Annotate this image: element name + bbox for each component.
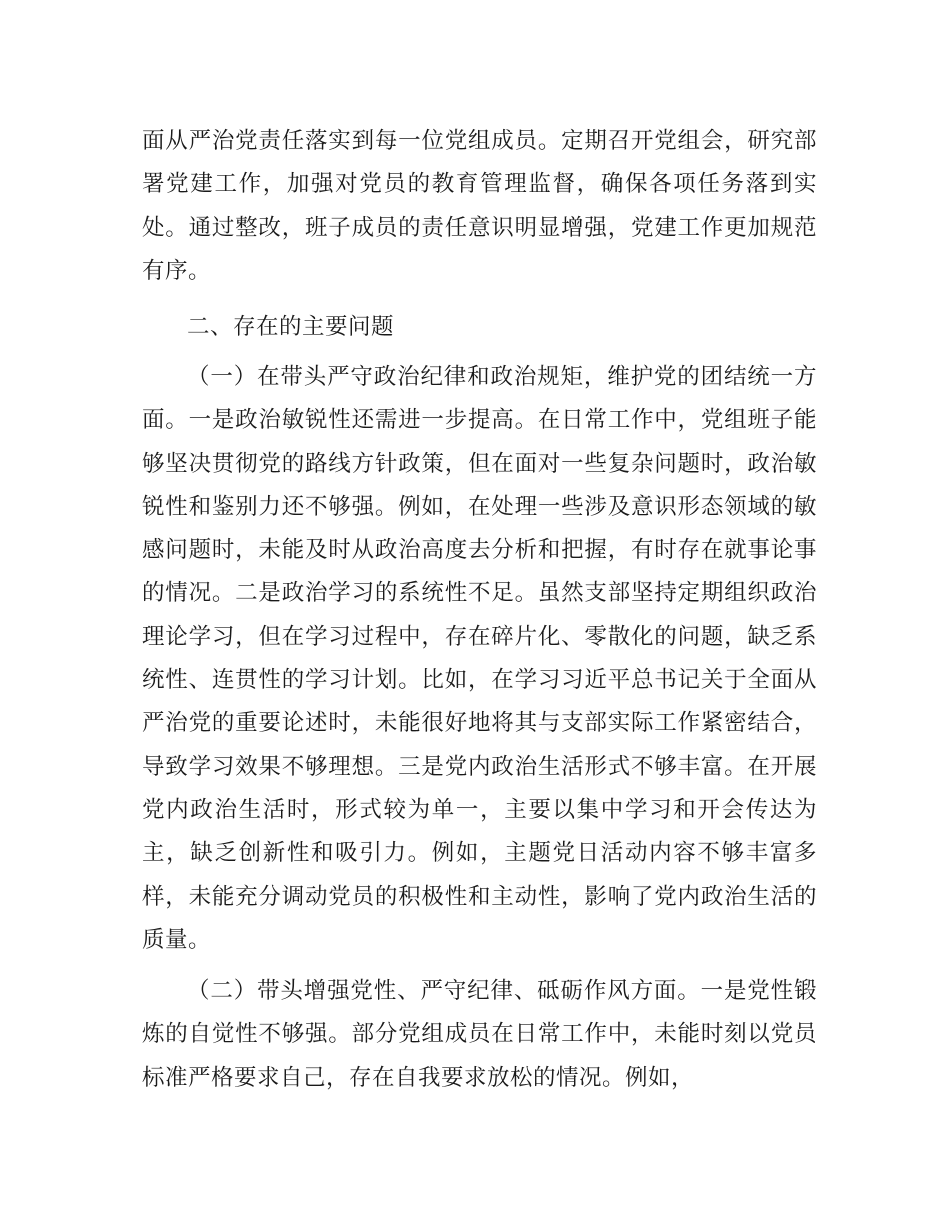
section-heading <box>142 306 817 349</box>
problem-paragraph-two <box>142 970 817 1100</box>
problem-paragraph-two-text: （二）带头增强党性、严守纪律、砥砺作风方面。一是党性锻炼的自觉性不够强。部分党组成员在日常工作中，未能时刻以党员标准严格要求自己，存在自我要求放松的情况。例如， <box>142 978 817 1091</box>
continued-paragraph-text: 面从严治党责任落实到每一位党组成员。定期召开党组会，研究部署党建工作，加强对党员的教育管理监督，确保各项任务落到实处。通过整改，班子成员的责任意识明显增强，党建工作更加规范有序。 <box>142 128 817 284</box>
continued-paragraph <box>142 120 817 293</box>
section-heading-text: 二、存在的主要问题 <box>187 314 395 340</box>
problem-paragraph-one-text: （一）在带头严守政治纪律和政治规矩，维护党的团结统一方面。一是政治敏锐性还需进一步提高。在日常工作中，党组班子能够坚决贯彻党的路线方针政策，但在面对一些复杂问题时，政治敏锐性和鉴别力还不够强。例如，在处理一些涉及意识形态领域的敏感问题时，未能及时从政治高度去分析和把握，有时存在就事论事的情况。二是政治学习的系统性不足。虽然支部坚持定期组织政治理论学习，但在学习过程中，存在碎片化、零散化的问题，缺乏系统性、连贯性的学习计划。比如，在学习习近平总书记关于全面从严治党的重要论述时，未能很好地将其与支部实际工作紧密结合，导致学习效果不够理想。三是党内政治生活形式不够丰富。在开展党内政治生活时，形式较为单一，主要以集中学习和开会传达为主，缺乏创新性和吸引力。例如，主题党日活动内容不够丰富多样，未能充分调动党员的积极性和主动性，影响了党内政治生活的质量。 <box>142 364 817 953</box>
problem-paragraph-one <box>142 356 817 962</box>
